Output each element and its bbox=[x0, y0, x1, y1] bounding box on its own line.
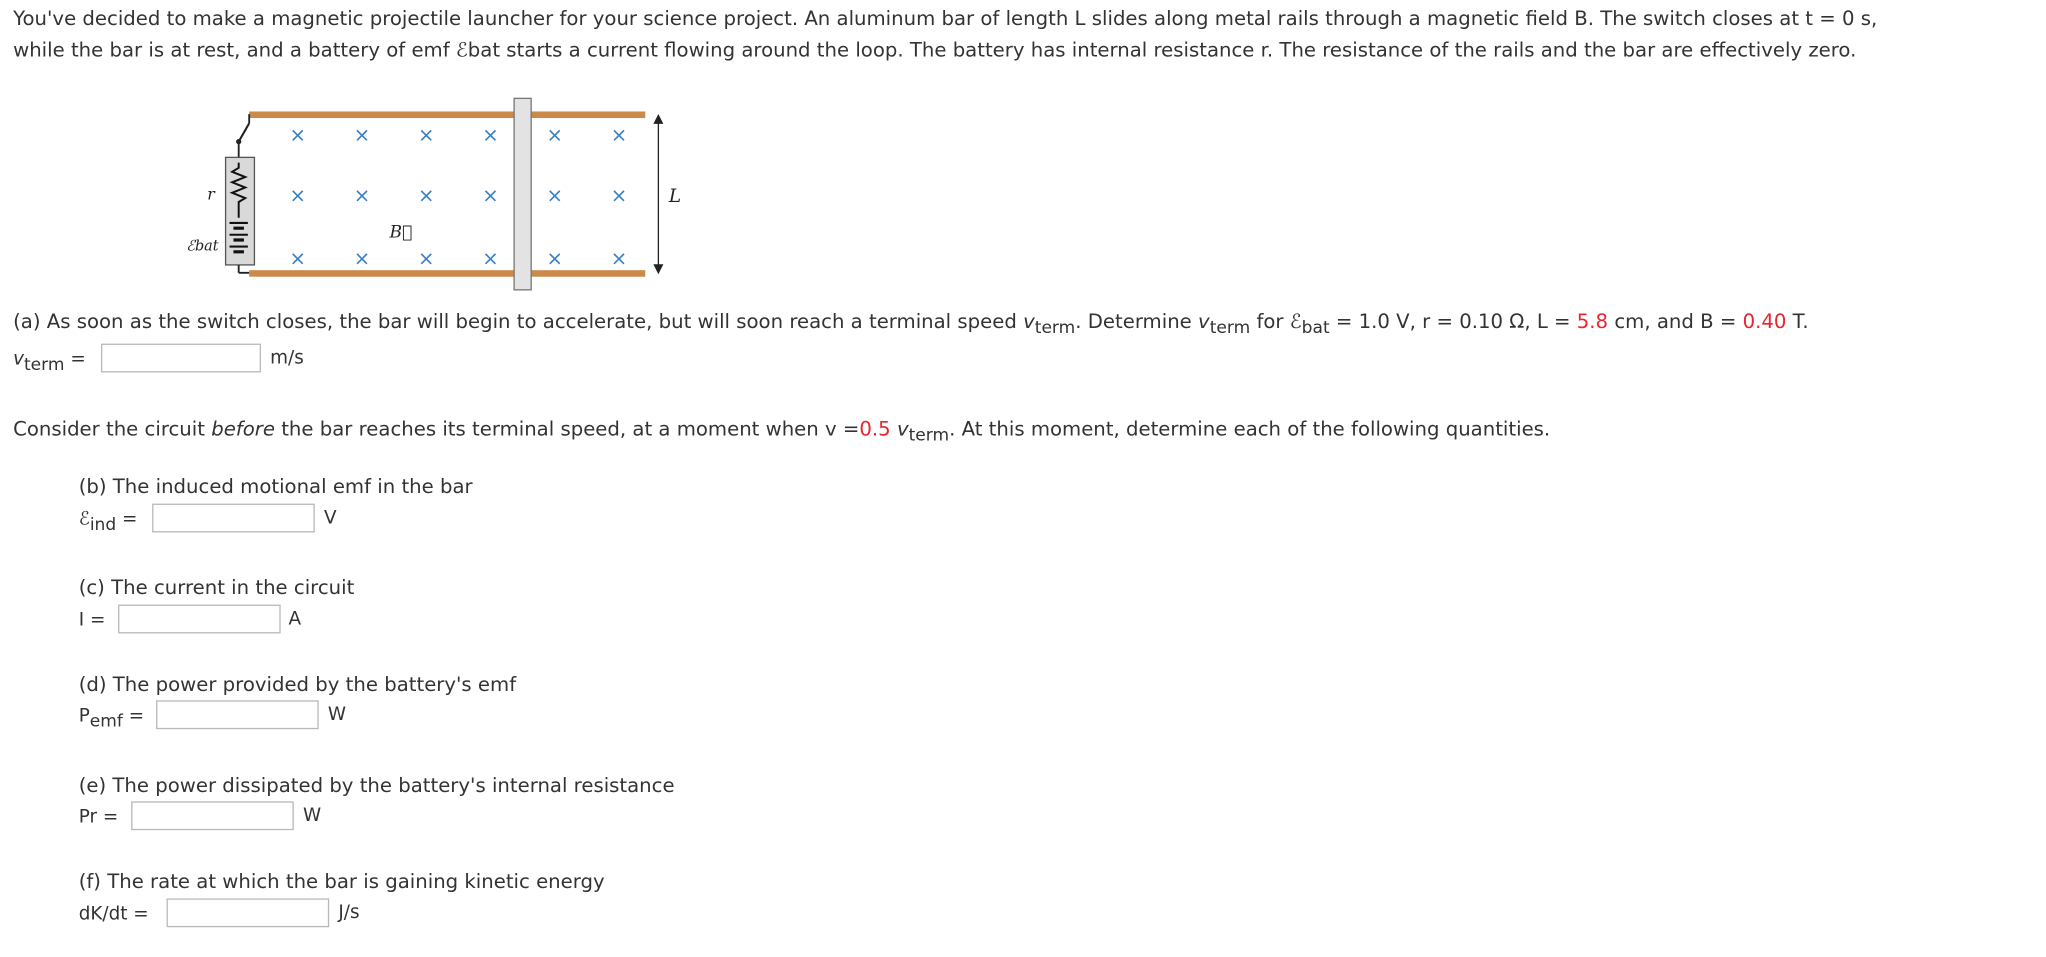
field-x-mark: × bbox=[482, 246, 499, 270]
sliding-bar bbox=[514, 98, 531, 289]
emf-label: ℰbat bbox=[186, 238, 219, 255]
resistance-label: r bbox=[207, 184, 215, 204]
part-e-label: Pr = bbox=[78, 806, 119, 828]
field-x-mark: × bbox=[353, 246, 371, 270]
field-x-mark: × bbox=[610, 246, 628, 270]
field-x-mark: × bbox=[353, 123, 371, 147]
vterm-label: vterm = bbox=[13, 348, 86, 376]
field-x-mark: × bbox=[546, 183, 564, 207]
field-x-mark: × bbox=[417, 183, 435, 207]
consider-text: Consider the circuit before the bar reaches its terminal speed, at a moment when v =0.5 vterm. At this moment, determine each of the following quantities. bbox=[13, 417, 1551, 446]
current-input[interactable] bbox=[118, 605, 281, 634]
part-b-prompt: (b) The induced motional emf in the bar bbox=[78, 474, 473, 499]
part-c-prompt: (c) The current in the circuit bbox=[78, 575, 355, 600]
speed-fraction: 0.5 bbox=[859, 417, 891, 441]
length-label: L bbox=[668, 185, 682, 207]
field-x-mark: × bbox=[546, 123, 564, 147]
dk-dt-unit: J/s bbox=[338, 902, 360, 924]
power-emf-unit: W bbox=[327, 704, 347, 726]
battery-box bbox=[226, 157, 255, 265]
field-x-mark: × bbox=[289, 123, 306, 147]
field-marks bbox=[289, 124, 627, 270]
vterm-unit: m/s bbox=[270, 347, 304, 369]
field-x-mark: × bbox=[289, 246, 306, 270]
field-x-mark: × bbox=[289, 183, 306, 207]
power-r-input[interactable] bbox=[131, 801, 294, 830]
intro-line-2: while the bar is at rest, and a battery of emf ℰbat starts a current flowing around the loop. The battery has internal resistance r. The resistance of the rails and the bar are effectively zero. bbox=[13, 38, 1857, 62]
length-arrow bbox=[654, 115, 662, 272]
B-value: 0.40 bbox=[1742, 309, 1787, 334]
current-unit: A bbox=[288, 608, 302, 630]
field-x-mark: × bbox=[546, 246, 564, 270]
part-f-label: dK/dt = bbox=[78, 903, 149, 925]
part-f-prompt: (f) The rate at which the bar is gaining kinetic energy bbox=[78, 869, 605, 894]
part-e-prompt: (e) The power dissipated by the battery's internal resistance bbox=[78, 773, 675, 798]
part-d-prompt: (d) The power provided by the battery's emf bbox=[78, 672, 517, 697]
part-a-prompt: (a) As soon as the switch closes, the bar will begin to accelerate, but will soon reach a terminal speed vterm. Determine vterm for ℰbat = 1.0 V, r = 0.10 Ω, L = 5.8 cm, and B = 0.40 T. bbox=[13, 309, 1809, 339]
top-rail bbox=[249, 111, 645, 118]
power-emf-input[interactable] bbox=[156, 700, 319, 729]
field-label: B⃗ bbox=[389, 222, 413, 243]
switch bbox=[239, 123, 249, 141]
vterm-input[interactable] bbox=[101, 344, 261, 373]
part-d-label: Pemf = bbox=[78, 705, 145, 732]
emf-ind-unit: V bbox=[323, 507, 337, 529]
field-x-mark: × bbox=[417, 123, 435, 147]
field-x-mark: × bbox=[610, 183, 628, 207]
field-x-mark: × bbox=[610, 123, 628, 147]
L-value: 5.8 bbox=[1576, 309, 1609, 334]
field-x-mark: × bbox=[417, 246, 435, 270]
power-r-unit: W bbox=[302, 805, 322, 827]
bottom-rail bbox=[249, 270, 645, 277]
field-x-mark: × bbox=[482, 123, 499, 147]
dk-dt-input[interactable] bbox=[167, 898, 330, 927]
intro-line-1: You've decided to make a magnetic projectile launcher for your science project. An aluminum bar of length L slides along metal rails through a magnetic field B. The switch closes at t = 0 s, bbox=[13, 6, 1878, 31]
field-x-mark: × bbox=[482, 183, 499, 207]
emf-ind-input[interactable] bbox=[152, 504, 315, 533]
rail-launcher-figure bbox=[157, 92, 708, 302]
part-c-label: I = bbox=[78, 609, 106, 631]
part-b-label: ℰind = bbox=[78, 508, 138, 536]
field-x-mark: × bbox=[353, 183, 371, 207]
